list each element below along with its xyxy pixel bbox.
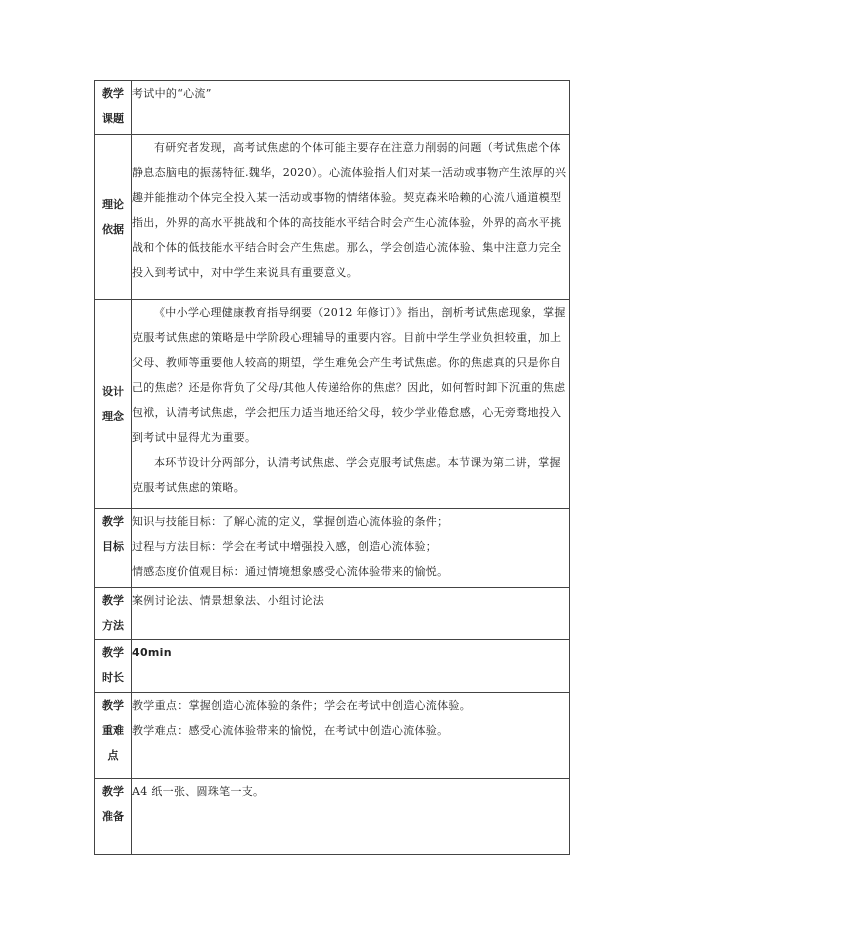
content-objectives: 知识与技能目标：了解心流的定义，掌握创造心流体验的条件； 过程与方法目标：学会在考试中增强投入感，创造心流体验； 情感态度价值观目标：通过情境想象感受心流体验带来的愉悦。 — [132, 509, 570, 588]
table-row-preparation — [95, 779, 570, 855]
label-design: 设计 理念 — [95, 300, 132, 509]
table-row-objectives — [95, 509, 570, 588]
label-topic: 教学 课题 — [95, 81, 132, 135]
table-row-methods — [95, 588, 570, 640]
table-row-key-points — [95, 693, 570, 779]
content-duration: 40min — [132, 640, 570, 693]
lesson-plan-table — [94, 80, 570, 855]
label-objectives: 教学 目标 — [95, 509, 132, 588]
label-methods: 教学 方法 — [95, 588, 132, 640]
table-row-duration — [95, 640, 570, 693]
table-row-design — [95, 300, 570, 509]
label-theory: 理论 依据 — [95, 135, 132, 300]
content-preparation: A4 纸一张、圆珠笔一支。 — [132, 779, 570, 855]
table-row-topic — [95, 81, 570, 135]
content-topic: 考试中的“心流” — [132, 81, 570, 135]
label-key-points: 教学 重难 点 — [95, 693, 132, 779]
table-row-theory — [95, 135, 570, 300]
content-methods: 案例讨论法、情景想象法、小组讨论法 — [132, 588, 570, 640]
content-theory: 有研究者发现，高考试焦虑的个体可能主要存在注意力削弱的问题（考试焦虑个体静息态脑电的振荡特征.魏华，2020）。心流体验指人们对某一活动或事物产生浓厚的兴趣并能推动个体完全投入某一活动或事物的情绪体验。契克森米哈赖的心流八通道模型指出，外界的高水平挑战和个体的高技能水平结合时会产生心流体验，外界的高水平挑战和个体的低技能水平结合时会产生焦虑。那么，学会创造心流体验、集中注意力完全投入到考试中，对中学生来说具有重要意义。 — [132, 135, 570, 300]
content-key-points: 教学重点：掌握创造心流体验的条件；学会在考试中创造心流体验。 教学难点：感受心流体验带来的愉悦，在考试中创造心流体验。 — [132, 693, 570, 779]
label-duration: 教学 时长 — [95, 640, 132, 693]
label-preparation: 教学 准备 — [95, 779, 132, 855]
content-design: 《中小学心理健康教育指导纲要（2012 年修订）》指出，剖析考试焦虑现象，掌握克服考试焦虑的策略是中学阶段心理辅导的重要内容。目前中学生学业负担较重，加上父母、教师等重要他人较高的期望，学生难免会产生考试焦虑。你的焦虑真的只是你自己的焦虑？还是你背负了父母/其他人传递给你的焦虑？因此，如何暂时卸下沉重的焦虑包袱，认清考试焦虑，学会把压力适当地还给父母，较少学业倦怠感，心无旁骛地投入到考试中显得尤为重要。 本环节设计分两部分，认清考试焦虑、学会克服考试焦虑。本节课为第二讲，掌握克服考试焦虑的策略。 — [132, 300, 570, 509]
